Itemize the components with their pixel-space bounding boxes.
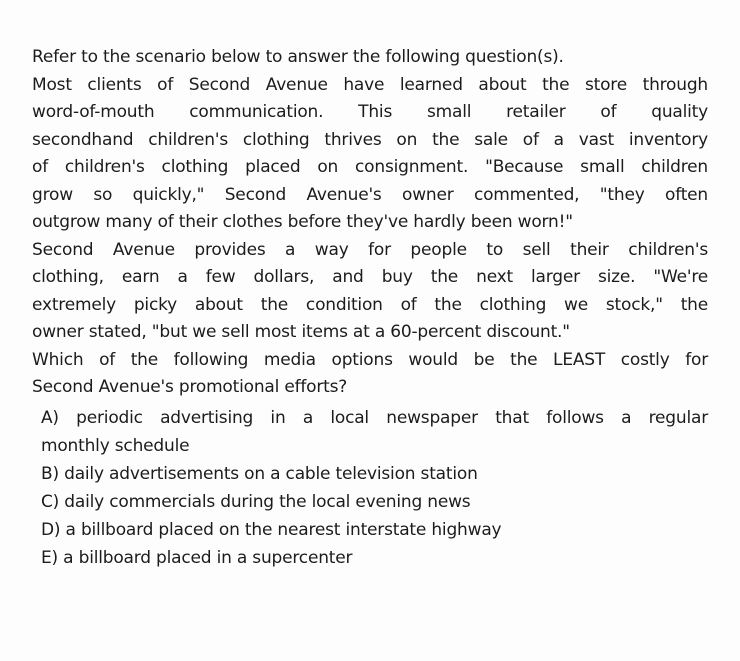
option-a bbox=[32, 404, 708, 460]
answer-options bbox=[32, 404, 708, 572]
scenario-line: clothing, earn a few dollars, and buy the next larger size. "We're bbox=[32, 267, 708, 287]
scenario-line: extremely picky about the condition of the clothing we stock," the bbox=[32, 294, 708, 315]
intro-text: Refer to the scenario below to answer the following question(s). bbox=[32, 47, 564, 67]
scenario-line: Second Avenue provides a way for people to sell their children's bbox=[32, 239, 708, 260]
scenario-line: of children's clothing placed on consignment. "Because small children bbox=[32, 157, 708, 177]
option-a-text: A) periodic advertising in a local newspaper that follows a regular bbox=[41, 407, 708, 428]
question-line: Which of the following media options would be the LEAST costly for bbox=[32, 349, 708, 370]
option-b: B) daily advertisements on a cable television station bbox=[41, 463, 478, 484]
question-stem bbox=[32, 347, 708, 402]
question-block bbox=[32, 44, 708, 572]
scenario-paragraph bbox=[32, 72, 708, 347]
question-line: Second Avenue's promotional efforts? bbox=[32, 377, 348, 397]
scenario-line: secondhand children's clothing thrives on the sale of a vast inventory bbox=[32, 129, 708, 150]
option-a-text-continued: monthly schedule bbox=[41, 435, 190, 456]
option-c: C) daily commercials during the local evening news bbox=[41, 491, 471, 512]
scenario-line: outgrow many of their clothes before they've hardly been worn!" bbox=[32, 212, 573, 232]
option-e: E) a billboard placed in a supercenter bbox=[41, 547, 353, 568]
scenario-line: Most clients of Second Avenue have learned about the store through bbox=[32, 74, 708, 95]
scenario-line: grow so quickly," Second Avenue's owner commented, "they often bbox=[32, 184, 708, 205]
option-d: D) a billboard placed on the nearest interstate highway bbox=[41, 519, 502, 540]
scenario-line: owner stated, "but we sell most items at a 60-percent discount." bbox=[32, 322, 570, 342]
scenario-line: word-of-mouth communication. This small retailer of quality bbox=[32, 102, 708, 122]
